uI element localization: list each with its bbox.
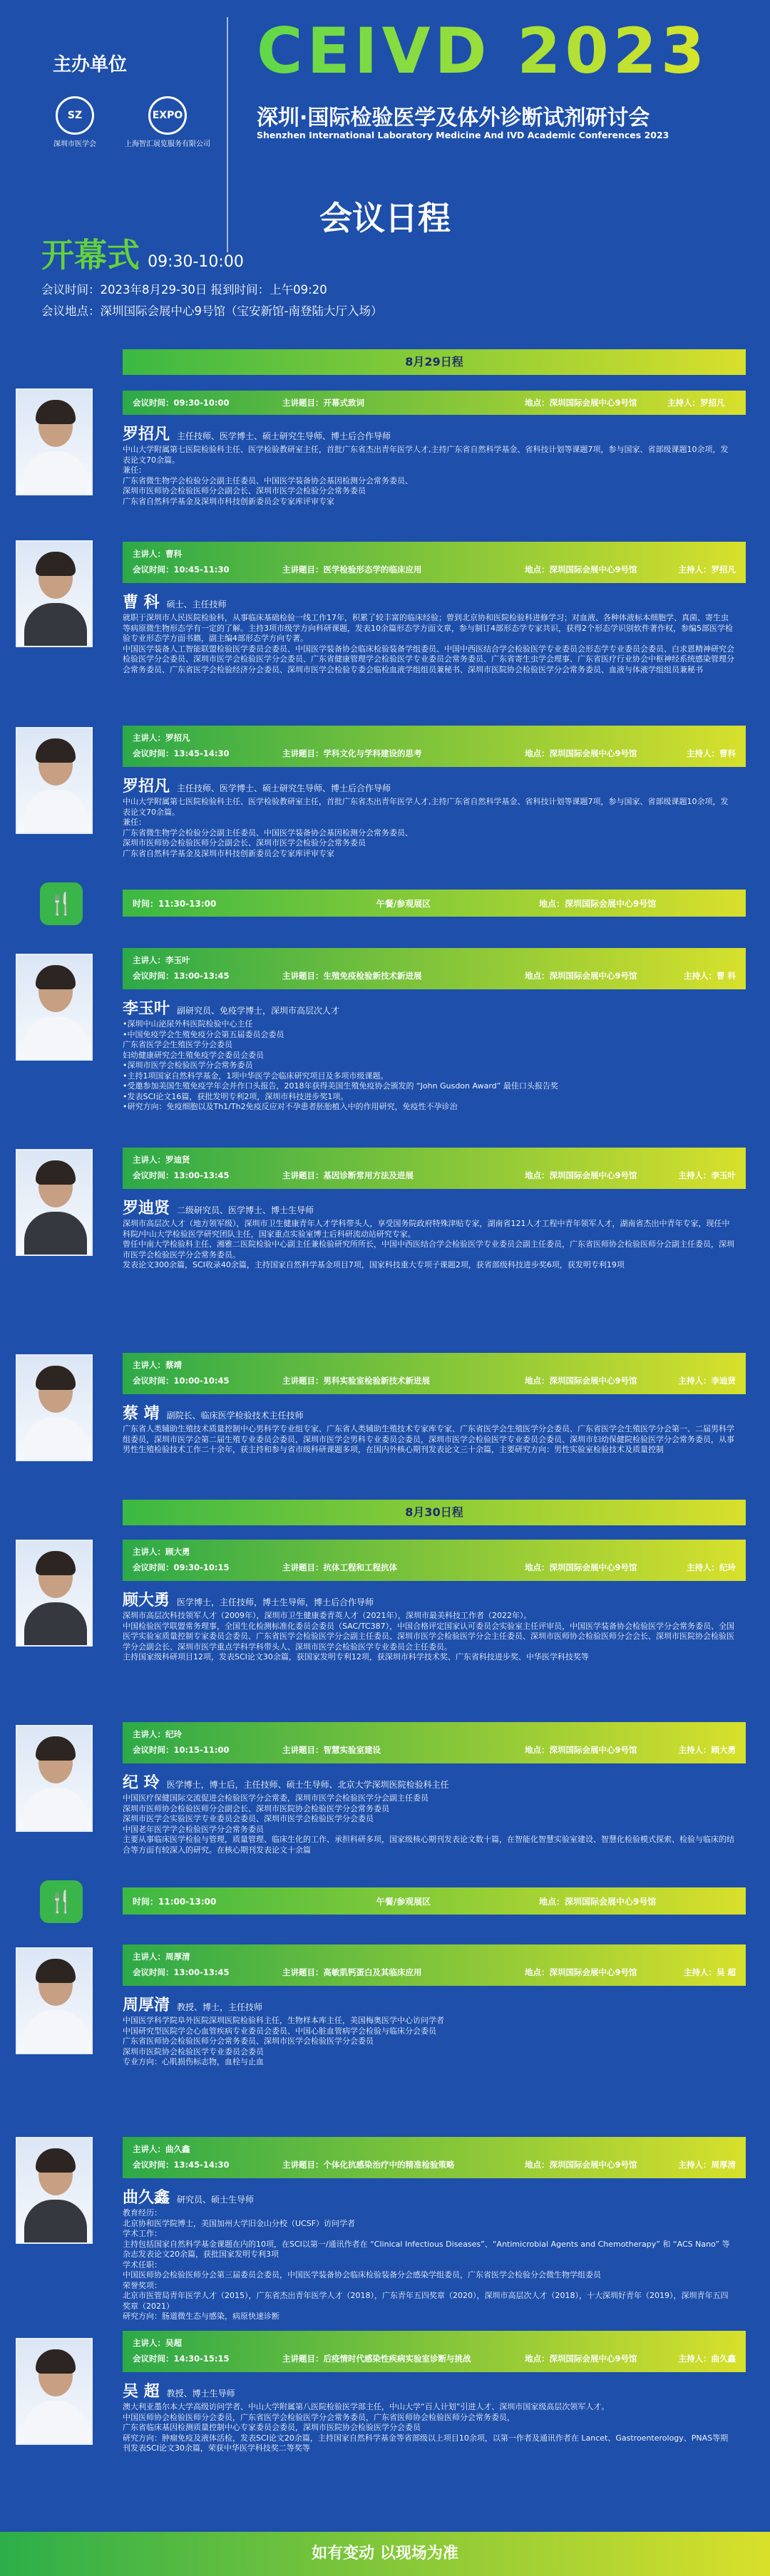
opening-time: 09:30-10:00: [148, 253, 244, 271]
session-venue: 地点：深圳国际会展中心9号馆: [525, 1562, 637, 1572]
speaker-name-text: 罗招凡: [123, 778, 170, 795]
speaker-name: [123, 590, 227, 612]
session-host: 主持人：吴 超: [683, 1967, 736, 1977]
session-header: [123, 726, 746, 767]
session-time: 主讲人：蔡靖: [133, 1360, 182, 1370]
lunch-icon: 🍴: [40, 882, 83, 925]
session-header: [123, 1722, 746, 1763]
session-topic: 主讲题目：学科文化与学科建设的思考: [282, 748, 422, 758]
sponsor-logo-2: EXPO 上海智汇展览服务有限公司: [121, 96, 214, 149]
session-info-row: [133, 1152, 736, 1168]
speaker-bio: 就职于深圳市人民医院检验科，从事临床基础检验一线工作17年，积累了较丰富的临床经验；曾到北京协和医院检验科进修学习；对血液、各种体液标本细胞学、真菌、寄生虫等病原微生物形态学有一定的了解。主持3项市级学方向科研课题，发表10余篇形态学方面文章，参与制订4部形态学专家共识，获得2个形态学识别软件著作权，参编5部医学检验专业形态学方面书籍，副主编4部形态学方向专著。 中国医学装备人工智能联盟检验医学委员会委员、中国医学装备协会临床检验装备学组委员、中国中西医结合学会检验医学专业委员会形态学专业委员会委员、白求恩精神研究会检验医学分会委员、深圳市医学会检验医学分会委员、广东省健康管理学会检验医学专业委员会常务委员、广东省寄生虫学会理事、广东省医疗行业协会中枢神经系统感染管理分会常务委员、广东省医学会检验经济分会委员、深圳市医学会检验专委会临检血液学组组员兼秘书、深圳市医院协会检验医学分会常务委员、血液与体液学组组员兼秘书: [123, 613, 734, 674]
session-info-row: [133, 1357, 736, 1373]
session-header: [123, 2137, 746, 2178]
speaker-photo: [16, 727, 93, 834]
speaker-bio: 中山大学附属第七医院检验科主任、医学检验教研室主任，首批广东省杰出青年医学人才,主持广东省自然科学基金、省科技计划等课题7项，参与国家、省部级课题10余项，发表论文70余篇。 兼任： 广东省微生物学会检验分会副主任委员、中国医学装备协会基因检测分会常务委员、 深圳市医师协会检验医师分会副会长、深圳市医学会检验分会常务委员 广东省自然科学基金及深圳市科技创新委员会专家库评审专家: [123, 797, 729, 858]
session-host: 主持人：纪玲: [687, 1562, 736, 1572]
session-host: 主持人：曹 科: [683, 971, 736, 981]
agenda-title: 会议日程: [319, 199, 451, 237]
session-info-row: [133, 952, 736, 968]
opening-title: 开幕式: [41, 236, 140, 274]
session-venue: 地点：深圳国际会展中心9号馆: [525, 398, 637, 408]
session-info-row: [133, 395, 725, 411]
session-info-row: [133, 1726, 736, 1742]
speaker-title: 教授、博士生导师: [166, 2389, 235, 2399]
session-info-bar: [123, 1353, 746, 1394]
session-info-bar: [123, 542, 746, 583]
speaker-photo: [16, 1947, 93, 2054]
opening-ceremony: [41, 230, 244, 277]
session-info-row: [133, 730, 736, 746]
session-venue: 地点：深圳国际会展中心9号馆: [525, 1170, 637, 1180]
speaker-name-text: 吴 超: [123, 2383, 160, 2401]
session-info-bar: [123, 2137, 746, 2178]
speaker-bio: 中山大学附属第七医院检验科主任、医学检验教研室主任，首批广东省杰出青年医学人才,主持广东省自然科学基金、省科技计划等课题7项，参与国家、省部级课题10余项，发表论文70余篇。 兼任： 广东省微生物学会检验分会副主任委员、中国医学装备协会基因检测分会常务委员、 深圳市医师协会检验医师分会副会长、深圳市医学会检验分会常务委员 广东省自然科学基金及深圳市科技创新委员会专家库评审专家: [123, 445, 729, 506]
session-info-bar: [123, 726, 746, 767]
session-info-row: [133, 746, 736, 761]
session-topic: 主讲题目：开幕式致词: [282, 398, 364, 408]
session-header: [123, 2331, 746, 2372]
session-venue: 地点：深圳国际会展中心9号馆: [525, 748, 637, 758]
speaker-bio: 中国医疗保健国际交流促进会检验医学分会常委，深圳市医学会检验医学分会副主任委员 深圳市医师协会检验医师分会副会长、深圳市医院协会检验医学分会常务委员 深圳市医学会实验医学专业委员会委员、深圳市医学会检验医学分会委员 中国老年医学学会检验医学分会常务委员 主要从事临床医学检验与管理，质量管理、临床生化的工作、承担科研多项，国家级核心期刊发表论文数十篇，在智能化智慧实验室建设、智慧化检验模式探索、检验与临床的结合等方面有较深入的研究。在核心期刊发表论文十余篇: [123, 1793, 734, 1855]
speaker-photo: [16, 2137, 93, 2244]
session-host: 主持人：李迪贤: [678, 1376, 736, 1386]
session-venue: 地点：深圳国际会展中心9号馆: [525, 1376, 637, 1386]
session-time: 会议时间：09:30-10:15: [133, 1562, 230, 1572]
speaker-photo: [16, 2338, 93, 2445]
speaker-photo: [16, 540, 93, 647]
speaker-name: [123, 1196, 314, 1218]
session-info-row: [133, 1544, 736, 1560]
sponsor-title: 主办单位: [53, 54, 128, 76]
speaker-name: [123, 996, 339, 1019]
conference-logo-title: CEIVD 2023: [257, 14, 709, 88]
speaker-title: 医学博士，博士后，主任技师、硕士生导师、北京大学深圳医院检验科主任: [166, 1780, 449, 1790]
session-time: 会议时间：13:45-14:30: [133, 2160, 230, 2170]
speaker-name-text: 曹 科: [123, 594, 160, 612]
session-info-row: [133, 2157, 736, 2173]
conference-name-cn: 深圳·国际检验医学及体外诊断试剂研讨会: [257, 105, 650, 130]
speaker-name: [123, 1771, 449, 1793]
session-time: 主讲人：罗迪贤: [133, 1155, 190, 1165]
speaker-bio: 教育经历： 北京协和医学院博士，美国加州大学旧金山分校（UCSF）访问学者 学术工作： 主持包括国家自然科学基金课题在内的10项，在SCI以第一/通讯作者在 “Clinical Infectious Diseases”、“Antimicrobial Agents and Chemotherapy” 和 “ACS Nano” 等杂志发表论文20余篇，获批国家发明专利3项 学术任职： 中国医师协会检验医师分会第三届委员会委员，中国医学装备协会临床检验装备分会感染学组委员，广东省医学会检验分会微生物学组委员 荣誉奖项： 北京市医管局青年医学人才（2015），广东省杰出青年医学人才（2018），广东青年五四奖章（2020），深圳市高层次人才（2018），十大深圳好青年（2019），深圳青年五四奖章（2021） 研究方向：肠道微生态与感染，病原快速诊断: [123, 2208, 730, 2321]
session-header: [123, 542, 746, 583]
speaker-title: 二级研究员、医学博士、博士生导师: [177, 1205, 314, 1215]
speaker-title: 硕士、主任技师: [166, 599, 227, 609]
speaker-photo: [16, 1540, 93, 1647]
speaker-bio: 深圳市高层次科技领军人才（2009年），深圳市卫生健康委青英人才（2021年），深圳市最美科技工作者（2022年）。 中国检验医学联盟常务理事，全国生化检测标准化委员会委员（SAC/TC387），中国合格评定国家认可委员会实验室主任评审员，中国医学装备协会检验医学分会常务委员、全国医学实验室质量控制专家委员会委员、广东省医学会检验医学分会副主任委员、深圳市医学会检验医学分会主任委员、深圳市医师协会检验医师分会会长、深圳市医院协会检验医学分会副会长、深圳市医学重点学科学科带头人、深圳市医学会检验医学专业委员会主任委员。 主持国家级科研项目12项，发表SCI论文30余篇，获国家发明专利12项，获深圳市科学技术奖、广东省科技进步奖、中华医学科技奖等: [123, 1611, 735, 1661]
meeting-time-line: 会议时间：2023年8月29-30日 报到时间：上午09:20: [41, 283, 327, 297]
session-host: 主持人：周厚清: [678, 2160, 736, 2170]
speaker-title: 主任技师、医学博士、硕士研究生导师、博士后合作导师: [177, 783, 391, 793]
speaker-bio: 澳大利亚墨尔本大学高级访问学者、中山大学附属第八医院检验医学部主任，中山大学“百人计划”引进人才、深圳市国家级高层次领军人才。 中国医师协会检验医师分会委员，广东省医学会检验医学分会常务委员，广东省医师协会检验医师分会常务委员， 广东省临床基因检测质量控制中心专家委员会委员，深圳市医院协会检验医学分会委员 研究方向：肿瘤免疫及液体活检，发表SCI论文20余篇，主持国家自然科学基金等省部级以上项目10余项，以第一作者及通讯作者在 Lancet、Gastroenterology、PNAS等期刊发表SCI论文30余篇，荣获中华医学科技奖二等奖等: [123, 2402, 729, 2453]
speaker-name-text: 李玉叶: [123, 1000, 170, 1018]
session-header: [123, 1540, 746, 1581]
session-host: 主持人：曲久鑫: [678, 2354, 736, 2364]
speaker-name-text: 罗招凡: [123, 426, 170, 443]
session-info-row: [133, 1560, 736, 1575]
session-info-row: [133, 2335, 736, 2351]
speaker-photo: [16, 1149, 93, 1256]
session-time: 主讲人：顾大勇: [133, 1547, 190, 1557]
session-header: [123, 948, 746, 989]
speaker-photo: [16, 954, 93, 1061]
session-info-bar: [123, 2331, 746, 2372]
session-topic: 主讲题目：基因诊断常用方法及进展: [282, 1170, 414, 1180]
session-info-bar: [123, 1148, 746, 1189]
speaker-name-text: 曲久鑫: [123, 2189, 170, 2207]
session-venue: 地点：深圳国际会展中心9号馆: [525, 971, 637, 981]
speaker-bio: 广东省人类辅助生殖技术质量控制中心男科学专业组专家、广东省人类辅助生殖技术专家库专家、广东省医学会生殖医学分会委员、广东省医学会生殖医学分会第一、二届男科学组委员，深圳市医学会第二届生殖专业委员会委员，深圳市医学会男科专业委员会委员，深圳市医学会检验医学专业委员会委员、深圳市妇幼保健院检验医学分会常务委员，从事男性生殖检验技术工作二十余年，获主持和参与省市级科研课题多项，在国内外核心期刊发表论文三十余篇，主要研究方向：男性实验室检验技术及质量控制: [123, 1424, 734, 1454]
session-time: 会议时间：10:15-11:00: [133, 1745, 230, 1755]
session-venue: 地点：深圳国际会展中心9号馆: [525, 2354, 637, 2364]
lunch-icon: 🍴: [40, 1880, 83, 1923]
session-info-row: [133, 2141, 736, 2157]
session-time: 主讲人：罗招凡: [133, 733, 190, 743]
session-time: 会议时间：10:00-10:45: [133, 1376, 230, 1386]
session-time: 主讲人：曹科: [133, 549, 182, 559]
conference-name-en: Shenzhen International Laboratory Medicine And IVD Academic Conferences 2023: [257, 130, 669, 140]
speaker-title: 副院长、临床医学检验技术主任技师: [166, 1411, 304, 1421]
speaker-name-text: 顾大勇: [123, 1592, 170, 1609]
session-topic: 主讲题目：抗体工程和工程抗体: [282, 1562, 397, 1572]
session-host: 主持人：罗招凡: [678, 565, 736, 575]
session-info-bar: [123, 1540, 746, 1581]
speaker-name-text: 纪 玲: [123, 1774, 160, 1792]
speaker-name: [123, 774, 391, 796]
session-venue: 地点：深圳国际会展中心9号馆: [525, 1745, 637, 1755]
session-info-row: [133, 1949, 736, 1964]
session-info-row: [133, 1742, 736, 1758]
session-info-row: [133, 2351, 736, 2366]
session-info-bar: [123, 1722, 746, 1763]
session-time: 会议时间：10:45-11:30: [133, 565, 230, 575]
session-header: [123, 1148, 746, 1189]
meeting-info: [41, 279, 382, 322]
session-venue: 地点：深圳国际会展中心9号馆: [525, 2160, 637, 2170]
speaker-bio: •深圳中山泌尿外科医院检验中心主任 •中国免疫学会生殖免疫分会第五届委员会委员 广东省医学会生殖医学分会委员 妇幼健康研究会生殖免疫学会委员会委员 •深圳市医学会检验医学分会常务委员 •主持1项国家自然科学基金，1项中华医学会临床研究项目及多项市级课题。 •受邀参加美国生殖免疫学年会并作口头报告，2018年获得美国生殖免疫协会颁发的 “John Gusdon Award” 最佳口头报告奖 •发表SCI论文16篇，获批发明专利2项，深圳市科技进步奖1项。 •研究方向：免疫细胞以及Th1/Th2免疫反应对不孕患者胚胎植入中的作用研究，免疫性不孕诊治: [123, 1019, 558, 1111]
session-header: [123, 1353, 746, 1394]
session-time: 会议时间：14:30-15:15: [133, 2354, 230, 2364]
speaker-title: 教授、博士，主任技师: [177, 2002, 263, 2012]
session-time: 会议时间：13:00-13:45: [133, 1967, 230, 1977]
session-info-bar: [123, 391, 746, 415]
session-info-row: [133, 1168, 736, 1183]
speaker-name-text: 罗迪贤: [123, 1200, 170, 1217]
speaker-name: [123, 1588, 374, 1610]
session-time: 主讲人：吴超: [133, 2338, 182, 2348]
session-info-bar: [123, 948, 746, 989]
session-time: 主讲人：李玉叶: [133, 955, 190, 965]
speaker-bio: 深圳市高层次人才（地方领军级），深圳市卫生健康青年人才学科带头人，享受国务院政府特殊津贴专家，湖南省121人才工程中青年领军人才，湖南省杰出中青年专家，现任中科院/中山大学检验医学研究团队主任，国家重点实验室博士后科研流动站研究专家。 曾任中南大学检验科主任、湘雅二医院检验中心副主任兼检验研究所所长，中国中西医结合学会检验医学专业委员会副主任委员，广东省医师协会检验医师分会副主任委员，深圳市医学会检验医学分会常务委员。 发表论文300余篇，SCI收录40余篇，主持国家自然科学基金项目7项，国家科技重大专项子课题2项，获省部级科技进步奖6项，获发明专利19项: [123, 1219, 734, 1269]
speaker-photo: [16, 388, 93, 495]
speaker-bio: 中国医学科学院阜外医院深圳医院检验科主任，生物样本库主任，美国梅奥医学中心访问学者 中国研究型医院学会心血管疾病专业委员会委员、中国心脏血管病学会检验与临床分会委员 广东省医师协会检验医师分会常务委员、深圳市医学会检验医学分会委员 深圳市医院协会检验医学专业委员会委员 专业方向：心肌损伤标志物，血栓与止血: [123, 2016, 444, 2066]
session-topic: 主讲题目：生殖免疫检验新技术新进展: [282, 971, 422, 981]
speaker-name: [123, 1993, 262, 2015]
session-time: 主讲人：纪玲: [133, 1729, 182, 1739]
session-topic: 主讲题目：男科实验室检验新技术新进展: [282, 1376, 430, 1386]
speaker-photo: [16, 1354, 93, 1461]
sponsor-logo-1: SZ 深圳市医学会: [29, 96, 121, 149]
session-host: 主持人：罗招凡: [667, 398, 725, 408]
meeting-venue-line: 会议地点：深圳国际会展中心9号馆（宝安新馆-南登陆大厅入场）: [41, 304, 383, 318]
speaker-name-text: 周厚清: [123, 1997, 170, 2014]
speaker-name: [123, 422, 391, 444]
session-time: 会议时间：09:30-10:00: [133, 398, 230, 408]
footer-note: 如有变动 以现场为准: [0, 2532, 770, 2576]
session-venue: 地点：深圳国际会展中心9号馆: [525, 565, 637, 575]
session-time: 会议时间：13:00-13:45: [133, 971, 230, 981]
session-info-row: [133, 562, 736, 577]
session-host: 主持人：曹科: [687, 748, 736, 758]
lunch-bar-2: 时间：11:00-13:00 午餐/参观展区 地点：深圳国际会展中心9号馆: [123, 1887, 746, 1915]
session-header: [123, 391, 746, 415]
session-host: 主持人：顾大勇: [678, 1745, 736, 1755]
session-topic: 主讲题目：个体化抗感染治疗中的精准检验策略: [282, 2160, 455, 2170]
lunch-bar-1: 时间：11:30-13:00 午餐/参观展区 地点：深圳国际会展中心9号馆: [123, 890, 746, 917]
day-bar-aug29: 8月29日程: [123, 349, 746, 375]
session-time: 会议时间：13:45-14:30: [133, 748, 230, 758]
speaker-title: 研究员、硕士生导师: [177, 2195, 255, 2205]
session-host: 主持人：李玉叶: [678, 1170, 736, 1180]
session-venue: 地点：深圳国际会展中心9号馆: [525, 1967, 637, 1977]
session-time: 主讲人：周厚清: [133, 1952, 190, 1962]
speaker-name: [123, 2379, 235, 2401]
speaker-title: 主任技师、医学博士、硕士研究生导师、博士后合作导师: [177, 431, 391, 441]
session-info-bar: [123, 1944, 746, 1986]
speaker-name: [123, 2185, 254, 2207]
session-topic: 主讲题目：高敏肌钙蛋白及其临床应用: [282, 1967, 422, 1977]
session-topic: 主讲题目：智慧实验室建设: [282, 1745, 381, 1755]
session-info-row: [133, 1964, 736, 1980]
speaker-photo: [16, 1725, 93, 1832]
session-info-row: [133, 546, 736, 562]
speaker-title: 医学博士，主任技师，博士生导师，博士后合作导师: [177, 1597, 374, 1607]
session-time: 会议时间：13:00-13:45: [133, 1170, 230, 1180]
session-info-row: [133, 1373, 736, 1389]
speaker-name-text: 蔡 靖: [123, 1405, 160, 1423]
day-bar-aug30: 8月30日程: [123, 1500, 746, 1525]
speaker-name: [123, 1401, 304, 1423]
speaker-title: 副研究员、免疫学博士，深圳市高层次人才: [177, 1006, 340, 1016]
session-topic: 主讲题目：后疫情时代感染性疾病实验室诊断与挑战: [282, 2354, 471, 2364]
session-topic: 主讲题目：医学检验形态学的临床应用: [282, 565, 422, 575]
session-header: [123, 1944, 746, 1986]
session-time: 主讲人：曲久鑫: [133, 2144, 190, 2154]
session-info-row: [133, 968, 736, 984]
